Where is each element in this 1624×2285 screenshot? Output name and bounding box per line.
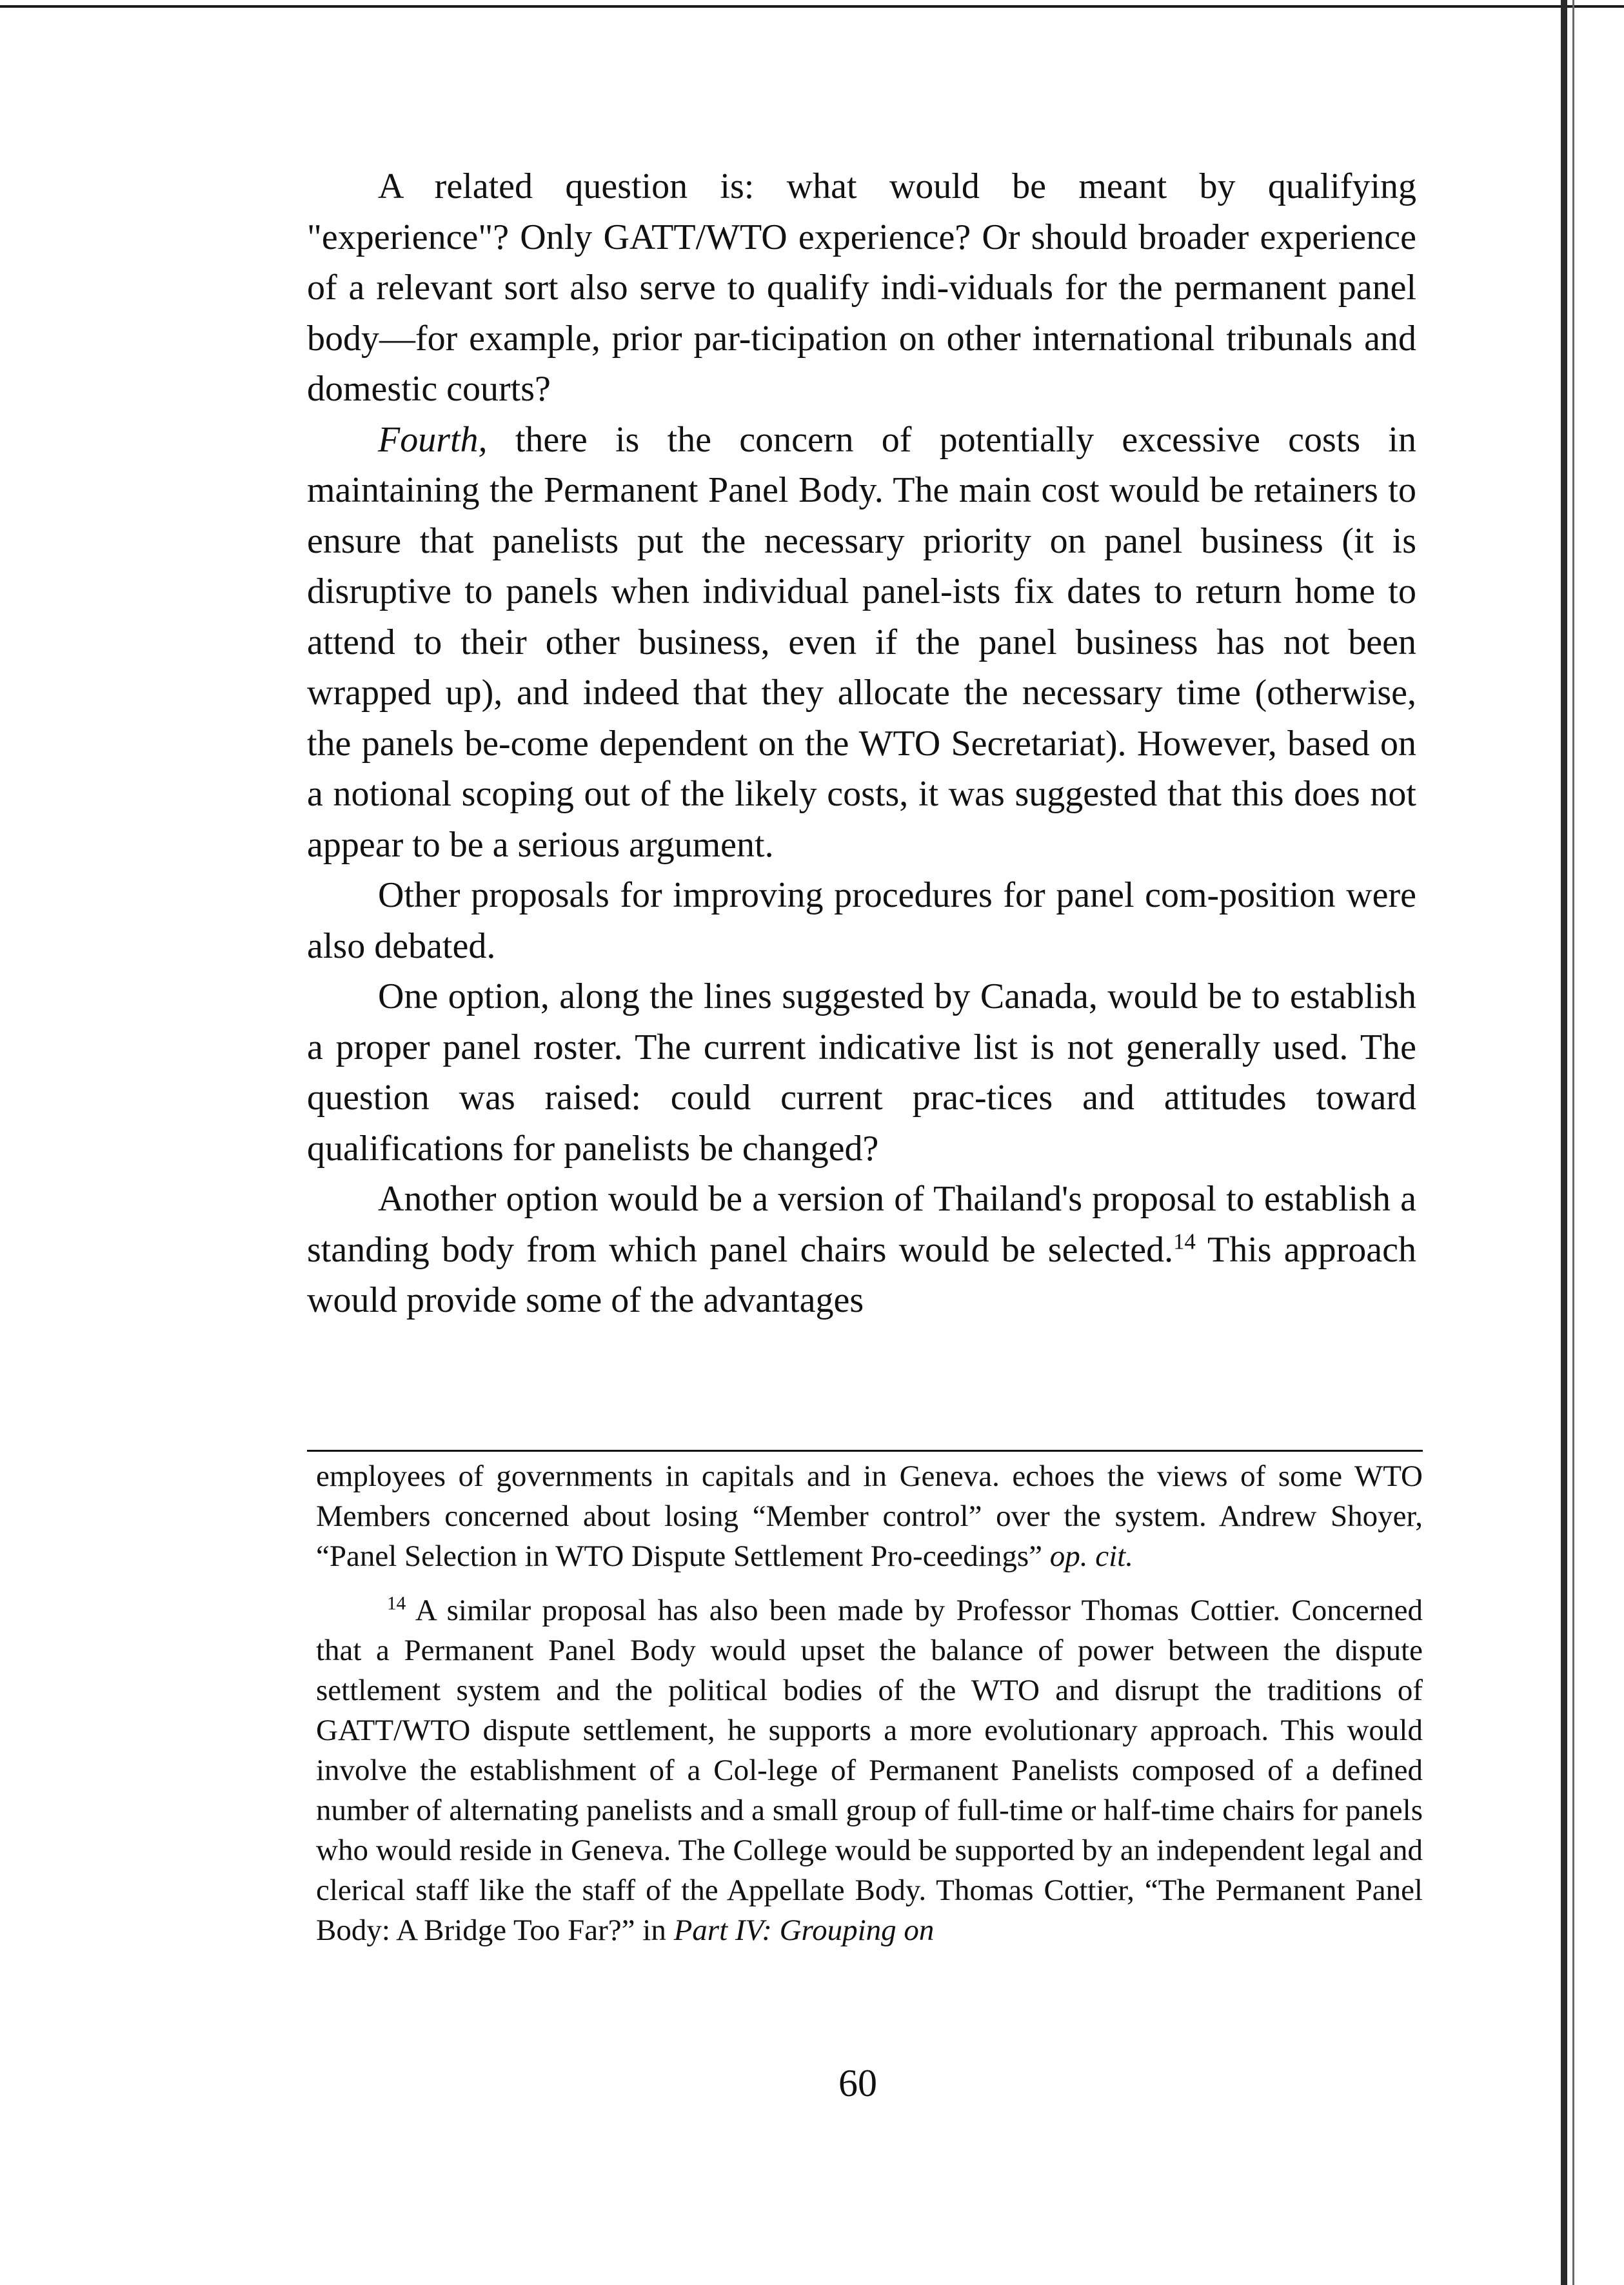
- footnote-italic: op. cit.: [1049, 1539, 1133, 1573]
- footnote-text: A similar proposal has also been made by Professor Thomas Cottier. Concerned that a Permanent Panel Body would upset the balance of power between the dispute settlement system and the political bodies of the WTO and disrupt the traditions of GATT/WTO dispute settlement, he supports a more evolutionary approach. This would involve the establishment of a Col-lege of Permanent Panelists composed of a defined number of alternating panelists and a small group of full-time or half-time chairs for panels who would reside in Geneva. The College would be supported by an independent legal and clerical staff like the staff of the Appellate Body. Thomas Cottier, “The Permanent Panel Body: A Bridge Too Far?” in: [316, 1594, 1423, 1947]
- scan-binding-edge: [1561, 0, 1567, 2285]
- paragraph-text: there is the concern of potentially excessive costs in maintaining the Permanent Panel Body. The main cost would be retainers to ensure that panelists put the necessary priority on panel business (it is disruptive to panels when individual panel-ists fix dates to return home to attend to their other business, even if the panel business has not been wrapped up), and indeed that they allocate the necessary time (otherwise, the panels be-come dependent on the WTO Secretariat). However, based on a notional scoping out of the likely costs, it was suggested that this does not appear to be a serious argument.: [307, 419, 1416, 865]
- footnote-divider: [307, 1450, 1423, 1452]
- paragraph-text: A related question is: what would be meant by qualifying "experience"? Only GATT/WTO experience? Or should broader experience of a relevant sort also serve to qualify indi-viduals for the permanent panel body—for example, prior par-ticipation on other international tribunals and domestic courts?: [307, 166, 1416, 409]
- footnote-text: employees of governments in capitals and in Geneva. echoes the views of some WTO Members concerned about losing “Member control” over the system. Andrew Shoyer, “Panel Selection in WTO Dispute Settlement Pro-ceedings”: [316, 1459, 1423, 1573]
- paragraph-text: Other proposals for improving procedures for panel com-position were also debated.: [307, 875, 1416, 966]
- paragraph-canada-option: [307, 971, 1416, 1174]
- scan-binding-edge-line: [1572, 0, 1574, 2285]
- footnote-14: [316, 1590, 1423, 1950]
- footnote-number: 14: [387, 1593, 406, 1614]
- paragraph-text: Another option would be a version of Thailand's proposal to establish a standing body from which panel chairs would be selected.: [307, 1179, 1416, 1270]
- paragraph-text: This approach would provide some of the advantages: [307, 1229, 1416, 1320]
- page-number: 60: [838, 2062, 877, 2104]
- paragraph-text: One option, along the lines suggested by Canada, would be to establish a proper panel roster. The current indicative list is not generally used. The question was raised: could current prac-tices and attitudes toward qualifications for panelists be changed?: [307, 976, 1416, 1169]
- paragraph-lead-italic: Fourth,: [378, 419, 488, 460]
- paragraph-experience: [307, 161, 1416, 415]
- paragraph-thailand-option: [307, 1174, 1416, 1326]
- paragraph-fourth-costs: [307, 415, 1416, 871]
- scan-top-edge: [0, 5, 1624, 8]
- footnotes-section: [316, 1456, 1423, 1950]
- footnote-italic: Part IV: Grouping on: [673, 1914, 935, 1947]
- main-body-text: [307, 161, 1416, 1326]
- footnote-reference: 14: [1173, 1228, 1196, 1254]
- footnote-continuation: [316, 1456, 1423, 1576]
- paragraph-other-proposals: [307, 870, 1416, 971]
